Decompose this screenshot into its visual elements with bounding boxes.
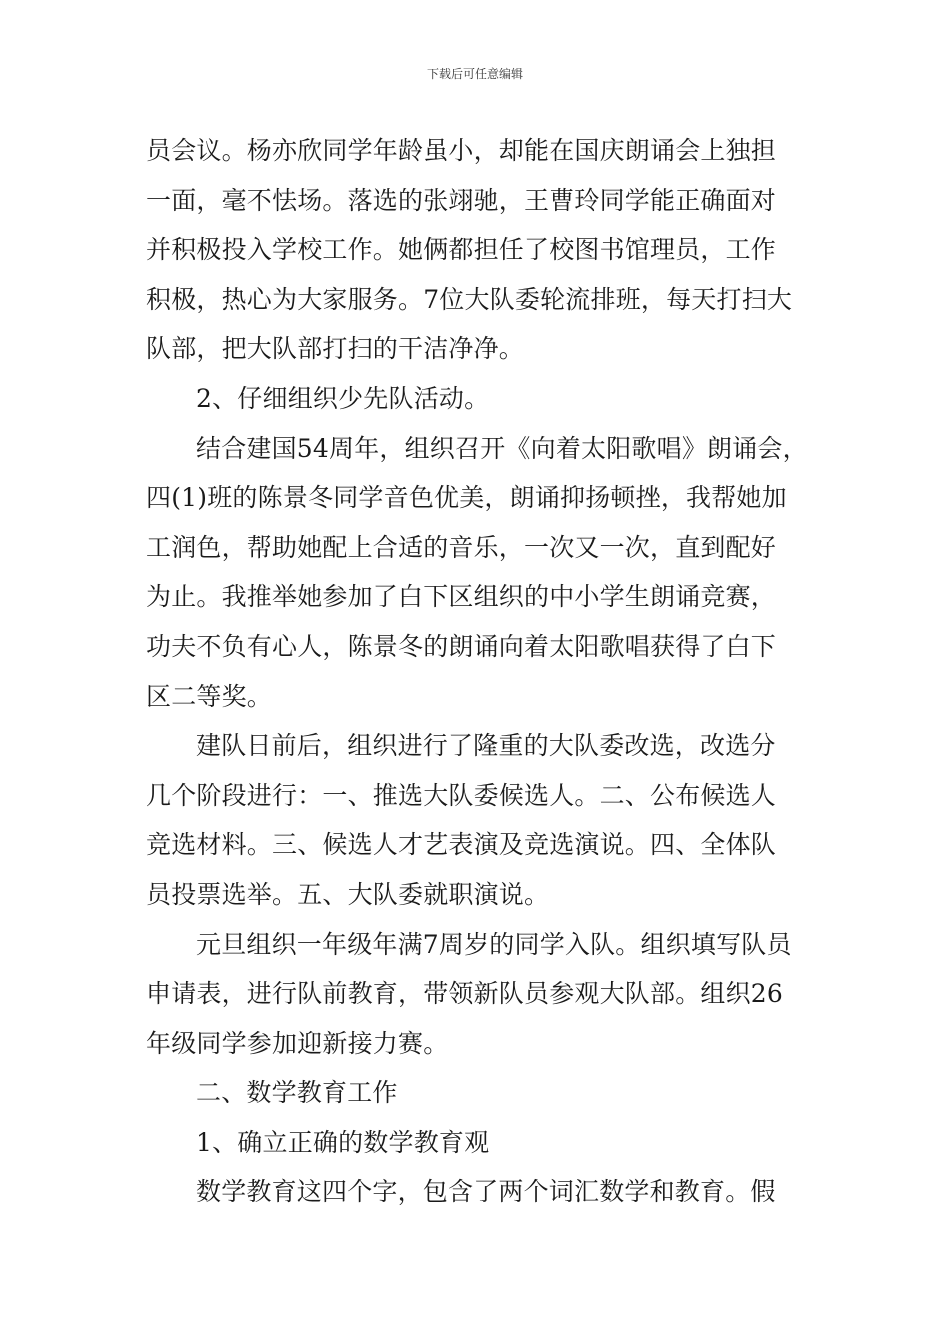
text-line: 一面，毫不怯场。落选的张翊驰，王曹玲同学能正确面对: [146, 185, 777, 215]
page-header-note: 下载后可任意编辑: [426, 67, 523, 81]
paragraph-start-line: 建队日前后，组织进行了隆重的大队委改选，改选分: [196, 731, 776, 761]
paragraph-start-line: 结合建国54周年，组织召开《向着太阳歌唱》朗诵会，: [196, 433, 808, 463]
text-line: 几个阶段进行：一、推选大队委候选人。二、公布候选人: [146, 780, 777, 810]
text-line: 四(1)班的陈景冬同学音色优美，朗诵抑扬顿挫，我帮她加: [146, 483, 787, 513]
text-line: 队部，把大队部打扫的干洁净净。: [146, 334, 525, 364]
text-line: 年级同学参加迎新接力赛。: [146, 1028, 449, 1058]
text-line: 并积极投入学校工作。她俩都担任了校图书馆理员，工作: [146, 235, 777, 265]
text-line: 员会议。杨亦欣同学年龄虽小，却能在国庆朗诵会上独担: [146, 136, 777, 165]
text-line: 竞选材料。三、候选人才艺表演及竞选演说。四、全体队: [146, 830, 777, 860]
section-heading: 二、数学教育工作: [196, 1078, 398, 1108]
paragraph-start-line: 元旦组织一年级年满7周岁的同学入队。组织填写队员: [196, 929, 792, 959]
document-body: [146, 126, 826, 1217]
section-heading: 2、仔细组织少先队活动。: [196, 383, 490, 413]
text-line: 积极，热心为大家服务。7位大队委轮流排班，每天打扫大: [146, 284, 793, 314]
paragraph-start-line: 数学教育这四个字，包含了两个词汇数学和教育。假: [196, 1177, 776, 1207]
text-line: 为止。我推举她参加了白下区组织的中小学生朗诵竞赛，: [146, 582, 777, 612]
text-line: 区二等奖。: [146, 681, 273, 711]
section-heading: 1、确立正确的数学教育观: [196, 1127, 490, 1157]
text-line: 功夫不负有心人，陈景冬的朗诵向着太阳歌唱获得了白下: [146, 631, 777, 661]
text-line: 申请表，进行队前教育，带领新队员参观大队部。组织26: [146, 979, 784, 1009]
text-line: 员投票选举。五、大队委就职演说。: [146, 879, 550, 909]
text-line: 工润色，帮助她配上合适的音乐，一次又一次，直到配好: [146, 532, 777, 562]
